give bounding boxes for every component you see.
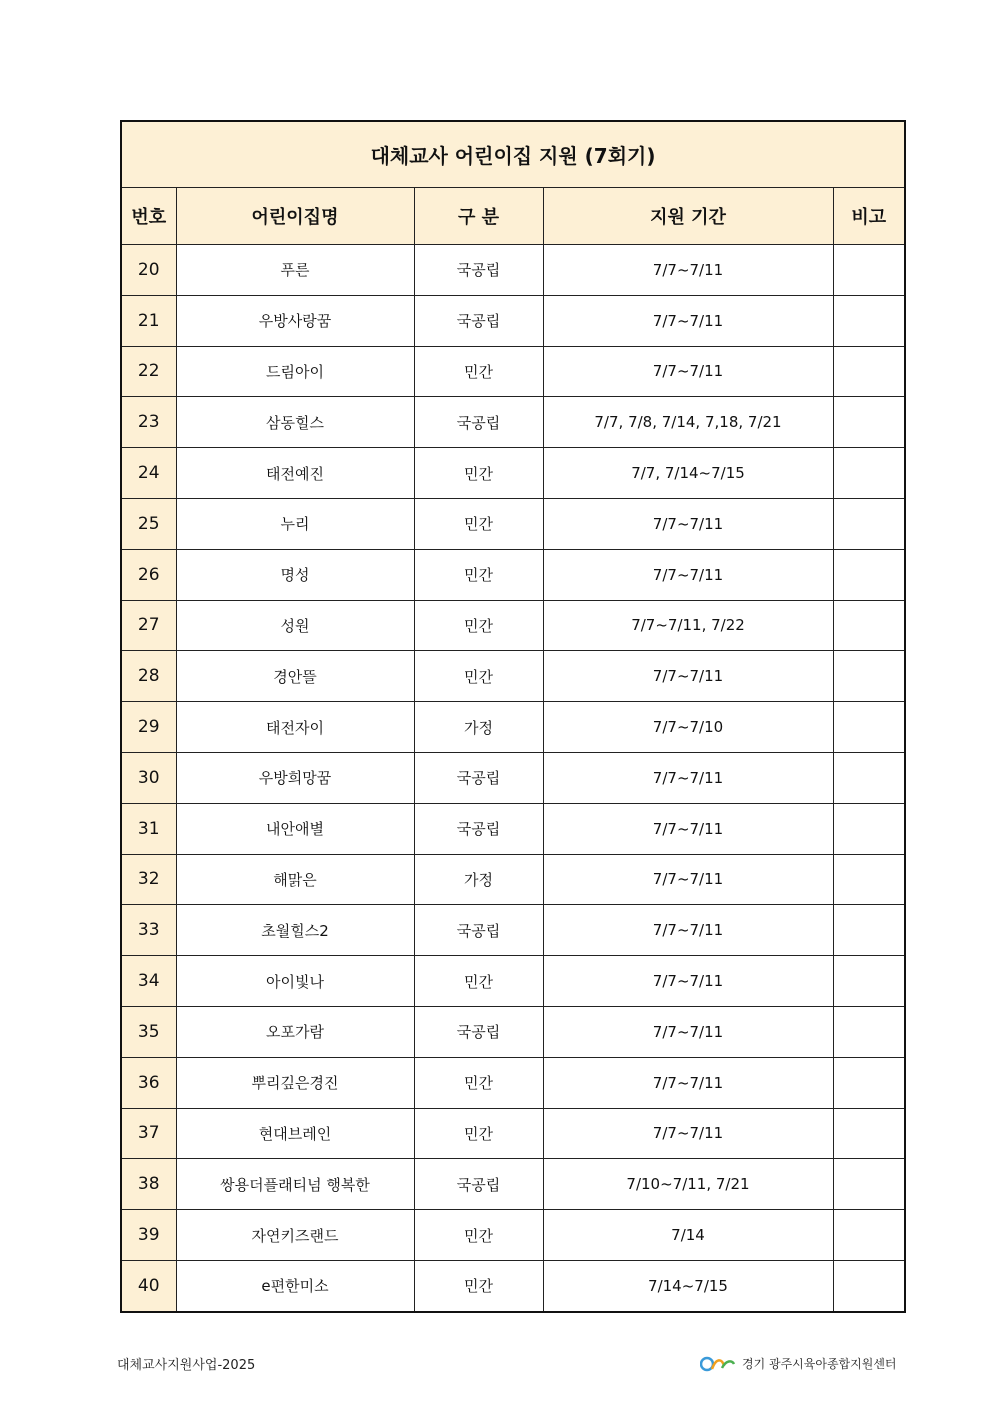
row-type: 국공립 xyxy=(414,803,543,854)
support-table xyxy=(120,120,906,1313)
row-period: 7/7, 7/8, 7/14, 7,18, 7/21 xyxy=(543,397,833,448)
table-row xyxy=(121,1057,905,1108)
row-number: 27 xyxy=(121,600,176,651)
row-number: 33 xyxy=(121,905,176,956)
row-number: 23 xyxy=(121,397,176,448)
row-period: 7/7~7/11 xyxy=(543,1057,833,1108)
row-name: 내안애별 xyxy=(176,803,414,854)
row-type: 국공립 xyxy=(414,752,543,803)
table-row xyxy=(121,752,905,803)
table-row xyxy=(121,498,905,549)
footer-left-text: 대체교사지원사업-2025 xyxy=(117,1358,256,1373)
row-type: 국공립 xyxy=(414,397,543,448)
row-number: 34 xyxy=(121,956,176,1007)
row-name: 성원 xyxy=(176,600,414,651)
table-header-row xyxy=(121,188,905,245)
row-type: 민간 xyxy=(414,600,543,651)
row-name: e편한미소 xyxy=(176,1260,414,1311)
row-name: 명성 xyxy=(176,549,414,600)
row-number: 30 xyxy=(121,752,176,803)
row-name: 우방희망꿈 xyxy=(176,752,414,803)
header-name: 어린이집명 xyxy=(176,188,414,245)
row-note xyxy=(833,752,905,803)
row-type: 민간 xyxy=(414,1108,543,1159)
row-type: 민간 xyxy=(414,1260,543,1311)
table-row xyxy=(121,600,905,651)
row-name: 해맑은 xyxy=(176,854,414,905)
row-type: 국공립 xyxy=(414,245,543,296)
row-name: 푸른 xyxy=(176,245,414,296)
row-period: 7/7~7/11 xyxy=(543,346,833,397)
table-row xyxy=(121,702,905,753)
row-type: 민간 xyxy=(414,1210,543,1261)
row-name: 쌍용더플래티넘 행복한 xyxy=(176,1159,414,1210)
table-row xyxy=(121,397,905,448)
row-name: 자연키즈랜드 xyxy=(176,1210,414,1261)
row-number: 28 xyxy=(121,651,176,702)
table-row xyxy=(121,346,905,397)
row-name: 경안뜰 xyxy=(176,651,414,702)
row-note xyxy=(833,1159,905,1210)
row-number: 24 xyxy=(121,448,176,499)
table-row xyxy=(121,905,905,956)
row-period: 7/7~7/11 xyxy=(543,295,833,346)
row-note xyxy=(833,702,905,753)
row-name: 드림아이 xyxy=(176,346,414,397)
row-name: 초월힐스2 xyxy=(176,905,414,956)
row-note xyxy=(833,600,905,651)
row-note xyxy=(833,397,905,448)
row-number: 37 xyxy=(121,1108,176,1159)
row-type: 국공립 xyxy=(414,1159,543,1210)
row-note xyxy=(833,498,905,549)
row-type: 민간 xyxy=(414,956,543,1007)
row-name: 뿌리깊은경진 xyxy=(176,1057,414,1108)
row-type: 국공립 xyxy=(414,295,543,346)
row-note xyxy=(833,295,905,346)
table-row xyxy=(121,803,905,854)
row-period: 7/7~7/11 xyxy=(543,498,833,549)
header-type: 구 분 xyxy=(414,188,543,245)
table-title: 대체교사 어린이집 지원 (7회기) xyxy=(121,121,905,188)
table-row xyxy=(121,295,905,346)
row-period: 7/7~7/11 xyxy=(543,549,833,600)
table-row xyxy=(121,448,905,499)
row-note xyxy=(833,1108,905,1159)
row-number: 21 xyxy=(121,295,176,346)
table-row xyxy=(121,1210,905,1261)
row-number: 25 xyxy=(121,498,176,549)
row-name: 태전예진 xyxy=(176,448,414,499)
table-row xyxy=(121,651,905,702)
row-period: 7/7, 7/14~7/15 xyxy=(543,448,833,499)
row-note xyxy=(833,1210,905,1261)
row-note xyxy=(833,956,905,1007)
row-note xyxy=(833,1006,905,1057)
row-period: 7/7~7/11 xyxy=(543,854,833,905)
row-note xyxy=(833,245,905,296)
table-row xyxy=(121,1159,905,1210)
row-number: 39 xyxy=(121,1210,176,1261)
row-period: 7/7~7/11 xyxy=(543,1006,833,1057)
row-number: 31 xyxy=(121,803,176,854)
row-number: 26 xyxy=(121,549,176,600)
row-type: 국공립 xyxy=(414,1006,543,1057)
center-logo-icon xyxy=(700,1354,738,1372)
header-period: 지원 기간 xyxy=(543,188,833,245)
row-period: 7/7~7/11 xyxy=(543,803,833,854)
row-type: 가정 xyxy=(414,702,543,753)
table-row xyxy=(121,1006,905,1057)
footer-right-text: 경기 광주시육아종합지원센터 xyxy=(742,1356,897,1371)
row-name: 삼동힐스 xyxy=(176,397,414,448)
footer-right xyxy=(700,1354,897,1372)
row-period: 7/7~7/11, 7/22 xyxy=(543,600,833,651)
row-period: 7/7~7/10 xyxy=(543,702,833,753)
row-period: 7/7~7/11 xyxy=(543,651,833,702)
table-row xyxy=(121,854,905,905)
row-number: 38 xyxy=(121,1159,176,1210)
table-row xyxy=(121,245,905,296)
row-period: 7/7~7/11 xyxy=(543,956,833,1007)
row-period: 7/7~7/11 xyxy=(543,905,833,956)
row-name: 누리 xyxy=(176,498,414,549)
row-period: 7/7~7/11 xyxy=(543,752,833,803)
table-row xyxy=(121,1108,905,1159)
row-note xyxy=(833,854,905,905)
row-note xyxy=(833,905,905,956)
row-type: 민간 xyxy=(414,549,543,600)
row-number: 35 xyxy=(121,1006,176,1057)
row-number: 36 xyxy=(121,1057,176,1108)
row-name: 아이빛나 xyxy=(176,956,414,1007)
row-name: 현대브레인 xyxy=(176,1108,414,1159)
row-type: 민간 xyxy=(414,1057,543,1108)
row-number: 20 xyxy=(121,245,176,296)
row-type: 민간 xyxy=(414,498,543,549)
row-type: 민간 xyxy=(414,448,543,499)
row-period: 7/14~7/15 xyxy=(543,1260,833,1311)
row-note xyxy=(833,1057,905,1108)
row-note xyxy=(833,448,905,499)
row-note xyxy=(833,549,905,600)
row-type: 국공립 xyxy=(414,905,543,956)
row-type: 민간 xyxy=(414,346,543,397)
row-number: 40 xyxy=(121,1260,176,1311)
row-type: 가정 xyxy=(414,854,543,905)
row-note xyxy=(833,346,905,397)
table-row xyxy=(121,549,905,600)
row-type: 민간 xyxy=(414,651,543,702)
row-number: 22 xyxy=(121,346,176,397)
table-title-row xyxy=(121,121,905,188)
row-note xyxy=(833,1260,905,1311)
header-note: 비고 xyxy=(833,188,905,245)
row-name: 우방사랑꿈 xyxy=(176,295,414,346)
row-note xyxy=(833,651,905,702)
row-period: 7/14 xyxy=(543,1210,833,1261)
row-number: 32 xyxy=(121,854,176,905)
table-row xyxy=(121,1260,905,1311)
header-number: 번호 xyxy=(121,188,176,245)
row-number: 29 xyxy=(121,702,176,753)
row-name: 태전자이 xyxy=(176,702,414,753)
row-note xyxy=(833,803,905,854)
row-period: 7/7~7/11 xyxy=(543,245,833,296)
row-name: 오포가람 xyxy=(176,1006,414,1057)
table-row xyxy=(121,956,905,1007)
row-period: 7/10~7/11, 7/21 xyxy=(543,1159,833,1210)
row-period: 7/7~7/11 xyxy=(543,1108,833,1159)
